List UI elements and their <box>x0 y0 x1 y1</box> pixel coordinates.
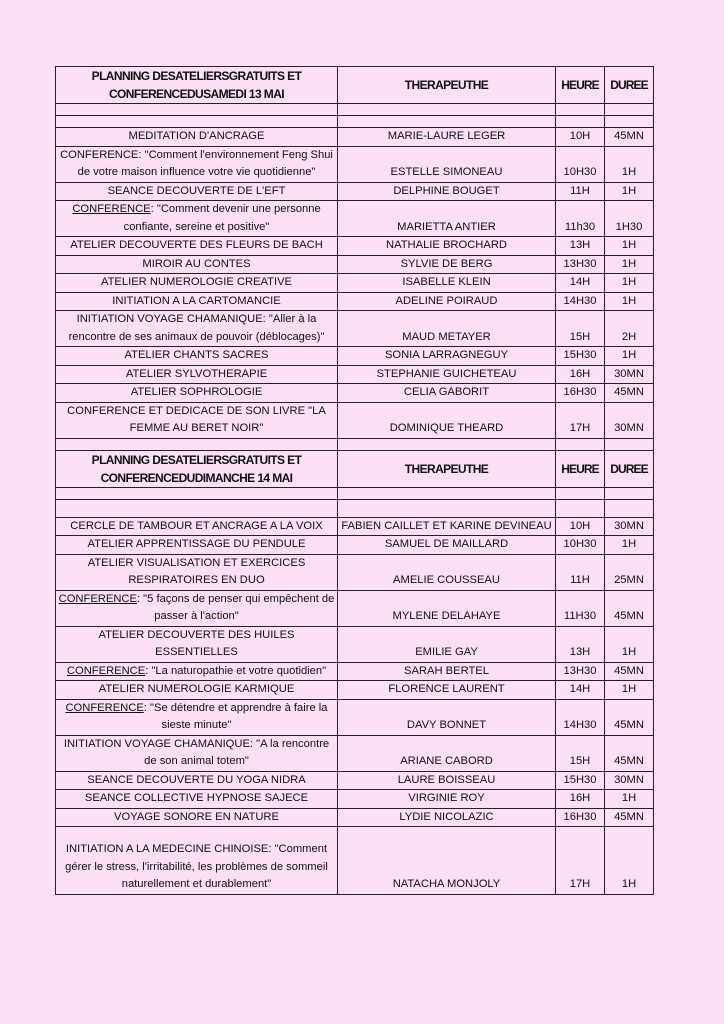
activity-cell: INITIATION VOYAGE CHAMANIQUE: "A la rencontre de son animal totem" <box>56 735 338 771</box>
activity-cell: ATELIER DECOUVERTE DES FLEURS DE BACH <box>56 237 338 256</box>
activity-text: : "5 façons de penser qui empêchent de passer à l'action" <box>136 592 335 622</box>
therapist-cell: NATACHA MONJOLY <box>338 827 556 895</box>
table-row <box>56 699 654 735</box>
table-row <box>56 662 654 681</box>
duration-cell: 1H <box>605 827 654 895</box>
activity-text: "Comment l'environnement Feng Shui de votre maison influence votre vie quotidienne" <box>77 148 333 178</box>
therapist-cell: LYDIE NICOLAZIC <box>338 808 556 827</box>
hour-cell: 17H <box>556 402 605 438</box>
duration-cell: 1H <box>605 292 654 311</box>
activity-cell: INITIATION VOYAGE CHAMANIQUE: "Aller à la rencontre de ses animaux de pouvoir (déblocages)" <box>56 311 338 347</box>
duration-cell: 1H <box>605 681 654 700</box>
saturday-title <box>56 67 338 104</box>
activity-cell: ATELIER APPRENTISSAGE DU PENDULE <box>56 536 338 555</box>
saturday-title-line1: PLANNING DESATELIERSGRATUITS ET <box>91 69 302 83</box>
conference-prefix: CONFERENCE <box>72 203 151 215</box>
activity-cell: ATELIER CHANTS SACRES <box>56 347 338 366</box>
therapist-cell: MYLENE DELAHAYE <box>338 590 556 626</box>
therapist-cell: DELPHINE BOUGET <box>338 182 556 201</box>
table-row <box>56 128 654 147</box>
duration-cell: 45MN <box>605 590 654 626</box>
activity-cell: MEDITATION D'ANCRAGE <box>56 128 338 147</box>
spacer-row <box>56 499 654 517</box>
sunday-title <box>56 450 338 487</box>
duration-cell: 45MN <box>605 662 654 681</box>
conference-prefix: CONFERENCE: <box>60 148 145 161</box>
table-row <box>56 255 654 274</box>
hour-cell: 13H <box>556 626 605 662</box>
therapist-cell: EMILIE GAY <box>338 626 556 662</box>
activity-cell: CONFERENCE ET DEDICACE DE SON LIVRE "LA FEMME AU BERET NOIR" <box>56 402 338 438</box>
hour-cell: 10H <box>556 517 605 536</box>
therapist-cell: ESTELLE SIMONEAU <box>338 146 556 182</box>
activity-cell: ATELIER SYLVOTHERAPIE <box>56 365 338 384</box>
table-row <box>56 536 654 555</box>
therapist-cell: NATHALIE BROCHARD <box>338 237 556 256</box>
hour-cell: 13H30 <box>556 255 605 274</box>
hour-header: HEURE <box>556 67 605 104</box>
table-row <box>56 182 654 201</box>
activity-cell <box>56 662 338 681</box>
activity-text: : "La naturopathie et votre quotidien" <box>145 664 327 677</box>
table-row <box>56 274 654 293</box>
conference-prefix: CONFERENCE <box>66 664 146 677</box>
table-row <box>56 626 654 662</box>
hour-cell: 16H <box>556 365 605 384</box>
table-row <box>56 554 654 590</box>
therapist-cell: SARAH BERTEL <box>338 662 556 681</box>
table-row <box>56 735 654 771</box>
spacer-row <box>56 104 654 116</box>
duration-cell: 1H <box>605 255 654 274</box>
activity-text: : "Comment devenir une personne confiante, sereine et positive" <box>123 203 321 233</box>
hour-cell: 11h30 <box>556 201 605 237</box>
hour-cell: 14H30 <box>556 699 605 735</box>
therapist-cell: ARIANE CABORD <box>338 735 556 771</box>
activity-text: : "Se détendre et apprendre à faire la sieste minute" <box>143 701 328 731</box>
activity-cell <box>56 146 338 182</box>
therapist-cell: VIRGINIE ROY <box>338 790 556 809</box>
table-row <box>56 311 654 347</box>
sunday-header-row <box>56 450 654 487</box>
hour-cell: 10H <box>556 128 605 147</box>
therapist-cell: SYLVIE DE BERG <box>338 255 556 274</box>
table-row <box>56 517 654 536</box>
table-row <box>56 384 654 403</box>
saturday-header-row <box>56 67 654 104</box>
activity-cell <box>56 699 338 735</box>
duration-cell: 1H <box>605 790 654 809</box>
activity-cell <box>56 201 338 237</box>
therapist-cell: MAUD METAYER <box>338 311 556 347</box>
table-row <box>56 681 654 700</box>
hour-cell: 15H <box>556 735 605 771</box>
therapist-cell: SONIA LARRAGNEGUY <box>338 347 556 366</box>
hour-cell: 15H30 <box>556 347 605 366</box>
hour-cell: 15H <box>556 311 605 347</box>
activity-cell: SEANCE DECOUVERTE DU YOGA NIDRA <box>56 771 338 790</box>
duration-header: DUREE <box>605 450 654 487</box>
table-row <box>56 771 654 790</box>
duration-cell: 30MN <box>605 402 654 438</box>
table-row <box>56 790 654 809</box>
hour-cell: 11H <box>556 554 605 590</box>
saturday-title-line2: CONFERENCEDUSAMEDI 13 MAI <box>108 87 285 101</box>
activity-cell: INITIATION A LA CARTOMANCIE <box>56 292 338 311</box>
table-row <box>56 201 654 237</box>
table-row <box>56 146 654 182</box>
duration-cell: 45MN <box>605 735 654 771</box>
duration-cell: 1H <box>605 274 654 293</box>
table-row <box>56 347 654 366</box>
duration-cell: 45MN <box>605 384 654 403</box>
therapist-cell: DAVY BONNET <box>338 699 556 735</box>
activity-cell: ATELIER NUMEROLOGIE KARMIQUE <box>56 681 338 700</box>
sunday-title-line1: PLANNING DESATELIERSGRATUITS ET <box>91 452 302 467</box>
activity-cell: ATELIER NUMEROLOGIE CREATIVE <box>56 274 338 293</box>
activity-cell: CERCLE DE TAMBOUR ET ANCRAGE A LA VOIX <box>56 517 338 536</box>
hour-cell: 15H30 <box>556 771 605 790</box>
table-row <box>56 365 654 384</box>
activity-cell: SEANCE COLLECTIVE HYPNOSE SAJECE <box>56 790 338 809</box>
hour-cell: 16H30 <box>556 384 605 403</box>
duration-cell: 45MN <box>605 128 654 147</box>
hour-cell: 17H <box>556 827 605 895</box>
therapist-cell: MARIE-LAURE LEGER <box>338 128 556 147</box>
spacer-row <box>56 116 654 128</box>
duration-cell: 45MN <box>605 808 654 827</box>
duration-cell: 45MN <box>605 699 654 735</box>
duration-header: DUREE <box>605 67 654 104</box>
hour-cell: 16H30 <box>556 808 605 827</box>
duration-cell: 1H <box>605 536 654 555</box>
table-row <box>56 827 654 895</box>
hour-cell: 13H <box>556 237 605 256</box>
duration-cell: 1H <box>605 626 654 662</box>
activity-cell <box>56 590 338 626</box>
schedule-table <box>55 66 654 895</box>
hour-cell: 13H30 <box>556 662 605 681</box>
table-row <box>56 590 654 626</box>
activity-cell: MIROIR AU CONTES <box>56 255 338 274</box>
activity-text: INITIATION A LA MEDECINE CHINOISE: "Comment gérer le stress, l'irritabilité, les problèmes de sommeil naturellement et durablement" <box>65 843 328 890</box>
hour-cell: 14H <box>556 681 605 700</box>
activity-cell: VOYAGE SONORE EN NATURE <box>56 808 338 827</box>
duration-cell: 30MN <box>605 517 654 536</box>
spacer-row <box>56 438 654 450</box>
hour-cell: 14H <box>556 274 605 293</box>
therapist-header: THERAPEUTHE <box>338 450 556 487</box>
therapist-cell: ADELINE POIRAUD <box>338 292 556 311</box>
therapist-cell: CELIA GABORIT <box>338 384 556 403</box>
sunday-title-line2: CONFERENCEDUDIMANCHE 14 MAI <box>100 470 293 485</box>
duration-cell: 1H <box>605 347 654 366</box>
therapist-cell: FLORENCE LAURENT <box>338 681 556 700</box>
spacer-row <box>56 487 654 499</box>
therapist-header: THERAPEUTHE <box>338 67 556 104</box>
therapist-cell: LAURE BOISSEAU <box>338 771 556 790</box>
therapist-cell: FABIEN CAILLET ET KARINE DEVINEAU <box>338 517 556 536</box>
hour-header: HEURE <box>556 450 605 487</box>
duration-cell: 1H30 <box>605 201 654 237</box>
table-row <box>56 808 654 827</box>
therapist-cell: MARIETTA ANTIER <box>338 201 556 237</box>
therapist-cell: ISABELLE KLEIN <box>338 274 556 293</box>
activity-cell: ATELIER VISUALISATION ET EXERCICES RESPIRATOIRES EN DUO <box>56 554 338 590</box>
duration-cell: 30MN <box>605 365 654 384</box>
duration-cell: 1H <box>605 146 654 182</box>
therapist-cell: SAMUEL DE MAILLARD <box>338 536 556 555</box>
hour-cell: 10H30 <box>556 536 605 555</box>
therapist-cell: STEPHANIE GUICHETEAU <box>338 365 556 384</box>
therapist-cell: DOMINIQUE THEARD <box>338 402 556 438</box>
hour-cell: 10H30 <box>556 146 605 182</box>
activity-cell <box>56 827 338 895</box>
hour-cell: 11H <box>556 182 605 201</box>
duration-cell: 30MN <box>605 771 654 790</box>
duration-cell: 2H <box>605 311 654 347</box>
duration-cell: 1H <box>605 237 654 256</box>
conference-prefix: CONFERENCE <box>65 701 144 714</box>
duration-cell: 25MN <box>605 554 654 590</box>
table-row <box>56 402 654 438</box>
conference-prefix: CONFERENCE <box>58 592 137 605</box>
hour-cell: 11H30 <box>556 590 605 626</box>
table-row <box>56 237 654 256</box>
table-row <box>56 292 654 311</box>
hour-cell: 14H30 <box>556 292 605 311</box>
hour-cell: 16H <box>556 790 605 809</box>
therapist-cell: AMELIE COUSSEAU <box>338 554 556 590</box>
schedule-document <box>55 66 653 895</box>
activity-cell: ATELIER SOPHROLOGIE <box>56 384 338 403</box>
duration-cell: 1H <box>605 182 654 201</box>
activity-cell: SEANCE DECOUVERTE DE L'EFT <box>56 182 338 201</box>
activity-cell: ATELIER DECOUVERTE DES HUILES ESSENTIELLES <box>56 626 338 662</box>
